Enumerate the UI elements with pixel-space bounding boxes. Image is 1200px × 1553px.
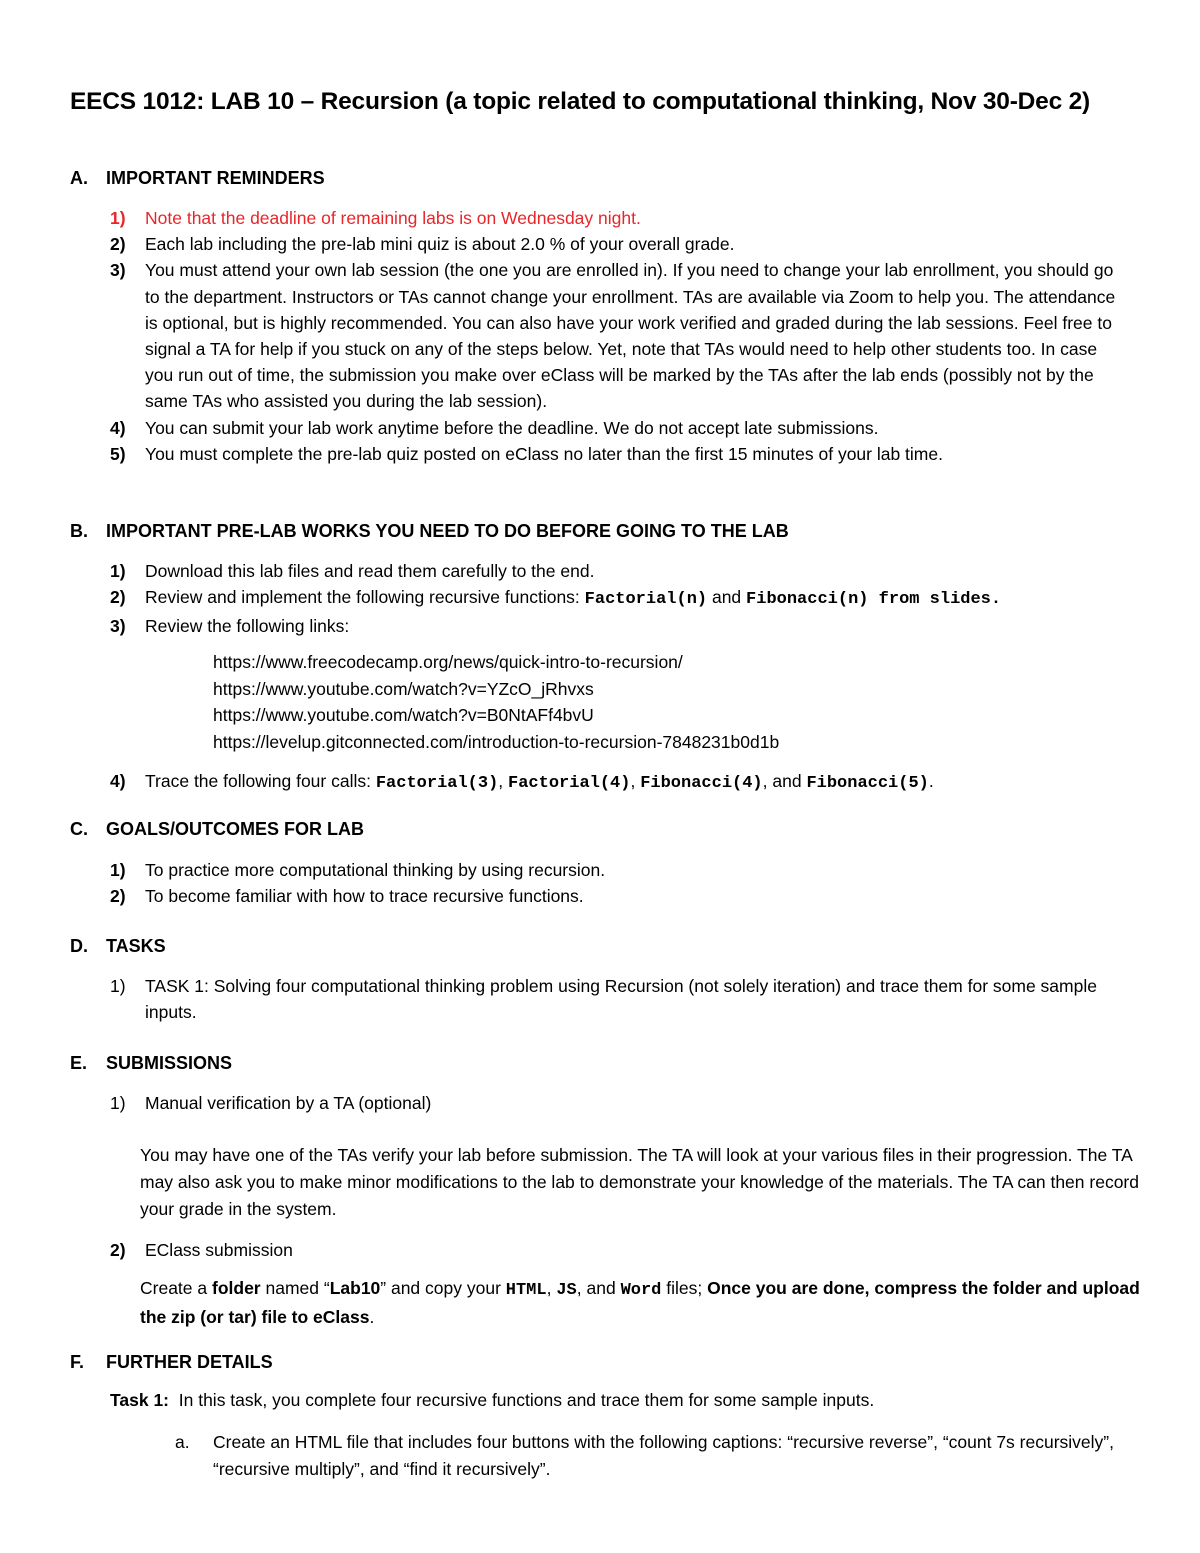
item-text: Trace the following four calls: xyxy=(145,771,371,791)
code-factorial: Factorial(n) xyxy=(584,590,708,610)
prelab-list-continued xyxy=(110,768,1130,797)
section-letter: F. xyxy=(70,1352,85,1372)
list-item xyxy=(110,415,1130,441)
list-item xyxy=(110,883,1130,909)
section-letter: E. xyxy=(70,1053,88,1073)
item-number: 1) xyxy=(110,561,126,581)
page-title: EECS 1012: LAB 10 – Recursion (a topic related to computational thinking, Nov 30-Dec 2) xyxy=(70,88,1090,115)
item-text: and xyxy=(711,587,742,608)
item-text: Note that the deadline of remaining labs is on Wednesday night. xyxy=(145,208,641,228)
separator: , xyxy=(630,771,636,791)
list-item xyxy=(110,613,1130,639)
item-number: 4) xyxy=(110,417,126,438)
item-number: 4) xyxy=(110,771,126,791)
section-title: SUBMISSIONS xyxy=(106,1053,233,1073)
link[interactable]: https://levelup.gitconnected.com/introduction-to-recursion-7848231b0d1b xyxy=(213,731,780,752)
section-title: IMPORTANT PRE-LAB WORKS YOU NEED TO DO BEFORE GOING TO THE LAB xyxy=(106,521,789,541)
code-call: Fibonacci(5) xyxy=(806,774,929,793)
code-call: Fibonacci(4) xyxy=(640,774,763,793)
section-letter: D. xyxy=(70,936,88,956)
eclass-paragraph xyxy=(140,1275,1140,1331)
code-call: Factorial(4) xyxy=(508,774,631,793)
verification-paragraph: You may have one of the TAs verify your lab before submission. The TA will look at your various files in their progression. The TA may also ask you to make minor modifications to the lab to demonstrate your knowledge of the materials. The TA can then record your grade in the system. xyxy=(140,1145,1139,1219)
item-text: Download this lab files and read them carefully to the end. xyxy=(145,561,595,581)
list-item xyxy=(110,768,1130,797)
code-fibonacci: Fibonacci(n) from slides. xyxy=(746,590,1002,610)
item-number: 2) xyxy=(110,1240,126,1260)
list-item xyxy=(110,584,1130,613)
submission-item-2 xyxy=(110,1237,1130,1263)
code-call: Factorial(3) xyxy=(375,774,499,793)
item-text: To practice more computational thinking by using recursion. xyxy=(145,860,606,880)
section-letter: C. xyxy=(70,819,88,839)
list-item xyxy=(110,231,1130,257)
sub-item-a xyxy=(175,1429,1125,1483)
item-text: Manual verification by a TA (optional) xyxy=(145,1093,432,1113)
item-number: 2) xyxy=(110,234,126,255)
item-text: Each lab including the pre-lab mini quiz is about 2.0 % of your overall grade. xyxy=(145,234,735,255)
item-text: Create an HTML file that includes four buttons with the following captions: “recursive reverse”, “count 7s recursively”, “recursive multiply”, and “find it recursively”. xyxy=(213,1432,1114,1479)
separator: , xyxy=(498,771,504,791)
section-title: FURTHER DETAILS xyxy=(106,1352,273,1372)
separator: , and xyxy=(762,771,802,791)
section-f-heading xyxy=(70,1352,273,1373)
section-title: IMPORTANT REMINDERS xyxy=(106,168,325,188)
links-list xyxy=(213,649,779,755)
text: files; xyxy=(666,1278,703,1298)
section-letter: B. xyxy=(70,521,88,541)
code-html: HTML xyxy=(505,1281,547,1300)
reminders-list xyxy=(110,205,1130,467)
item-text: To become familiar with how to trace recursive functions. xyxy=(145,886,584,907)
text: . xyxy=(369,1307,375,1327)
item-text: EClass submission xyxy=(145,1240,293,1260)
section-title: GOALS/OUTCOMES FOR LAB xyxy=(106,819,364,839)
section-b-heading xyxy=(70,521,789,542)
item-text: You must attend your own lab session (the one you are enrolled in). If you need to change your lab enrollment, you should go to the department. Instructors or TAs cannot change your enrollment. TAs are available via Zoom to help you. The attendance is optional, but is highly recommended. You can also have your work verified and graded during the lab sessions. Feel free to signal a TA for help if you stuck on any of the steps below. Yet, note that TAs would need to help other students too. In case you run out of time, the submission you make over eClass will be marked by the TAs after the lab ends (possibly not by the same TAs who assisted you during the lab session). xyxy=(145,260,1116,412)
list-item xyxy=(110,257,1130,414)
task-1-line xyxy=(110,1390,874,1411)
item-number: 5) xyxy=(110,443,126,464)
item-number: 3) xyxy=(110,260,126,281)
list-item xyxy=(110,1237,1130,1263)
text-bold: Lab10 xyxy=(329,1278,381,1298)
item-text: You can submit your lab work anytime before the deadline. We do not accept late submissions. xyxy=(145,417,879,438)
link[interactable]: https://www.youtube.com/watch?v=B0NtAFf4bvU xyxy=(213,705,594,726)
separator: . xyxy=(928,771,934,791)
item-number: 2) xyxy=(110,587,126,608)
text: , xyxy=(546,1278,552,1298)
text: , and xyxy=(576,1278,616,1298)
item-number: 3) xyxy=(110,616,126,637)
item-text: Review and implement the following recursive functions: xyxy=(145,587,580,608)
item-text: TASK 1: Solving four computational thinking problem using Recursion (not solely iteration) and trace them for some sample inputs. xyxy=(145,976,1097,1023)
section-a-heading xyxy=(70,168,325,189)
item-number: 1) xyxy=(110,1093,126,1113)
item-text: Review the following links: xyxy=(145,616,350,637)
item-text: You must complete the pre-lab quiz posted on eClass no later than the first 15 minutes of your lab time. xyxy=(145,443,943,464)
code-word: Word xyxy=(620,1281,662,1300)
item-number: 2) xyxy=(110,886,126,907)
text: named “ xyxy=(265,1278,330,1298)
link[interactable]: https://www.youtube.com/watch?v=YZcO_jRhvxs xyxy=(213,678,594,699)
list-item xyxy=(110,857,1130,883)
item-number: 1) xyxy=(110,860,126,880)
text-bold: Once you are done, compress the folder and upload the zip (or tar) file to eClass xyxy=(140,1278,1140,1327)
item-number: 1) xyxy=(110,208,126,228)
text-bold: folder xyxy=(212,1278,261,1298)
tasks-list xyxy=(110,973,1130,1025)
list-item xyxy=(110,973,1130,1025)
list-item xyxy=(110,1090,1130,1116)
link[interactable]: https://www.freecodecamp.org/news/quick-intro-to-recursion/ xyxy=(213,652,683,672)
code-js: JS xyxy=(556,1281,577,1300)
goals-list xyxy=(110,857,1130,909)
text: ” and copy your xyxy=(380,1278,501,1298)
list-item xyxy=(110,205,1130,231)
section-letter: A. xyxy=(70,168,88,188)
task-label: Task 1: xyxy=(110,1390,170,1410)
item-number: a. xyxy=(175,1432,190,1452)
prelab-list xyxy=(110,558,1130,640)
text: Create a xyxy=(140,1278,208,1298)
task-text: In this task, you complete four recursive functions and trace them for some sample inputs. xyxy=(178,1390,875,1410)
submission-item-1 xyxy=(110,1090,1130,1116)
section-d-heading xyxy=(70,936,166,957)
section-e-heading xyxy=(70,1053,232,1074)
list-item xyxy=(110,441,1130,467)
section-c-heading xyxy=(70,819,364,840)
list-item xyxy=(110,558,1130,584)
section-title: TASKS xyxy=(106,936,166,956)
item-number: 1) xyxy=(110,976,126,996)
